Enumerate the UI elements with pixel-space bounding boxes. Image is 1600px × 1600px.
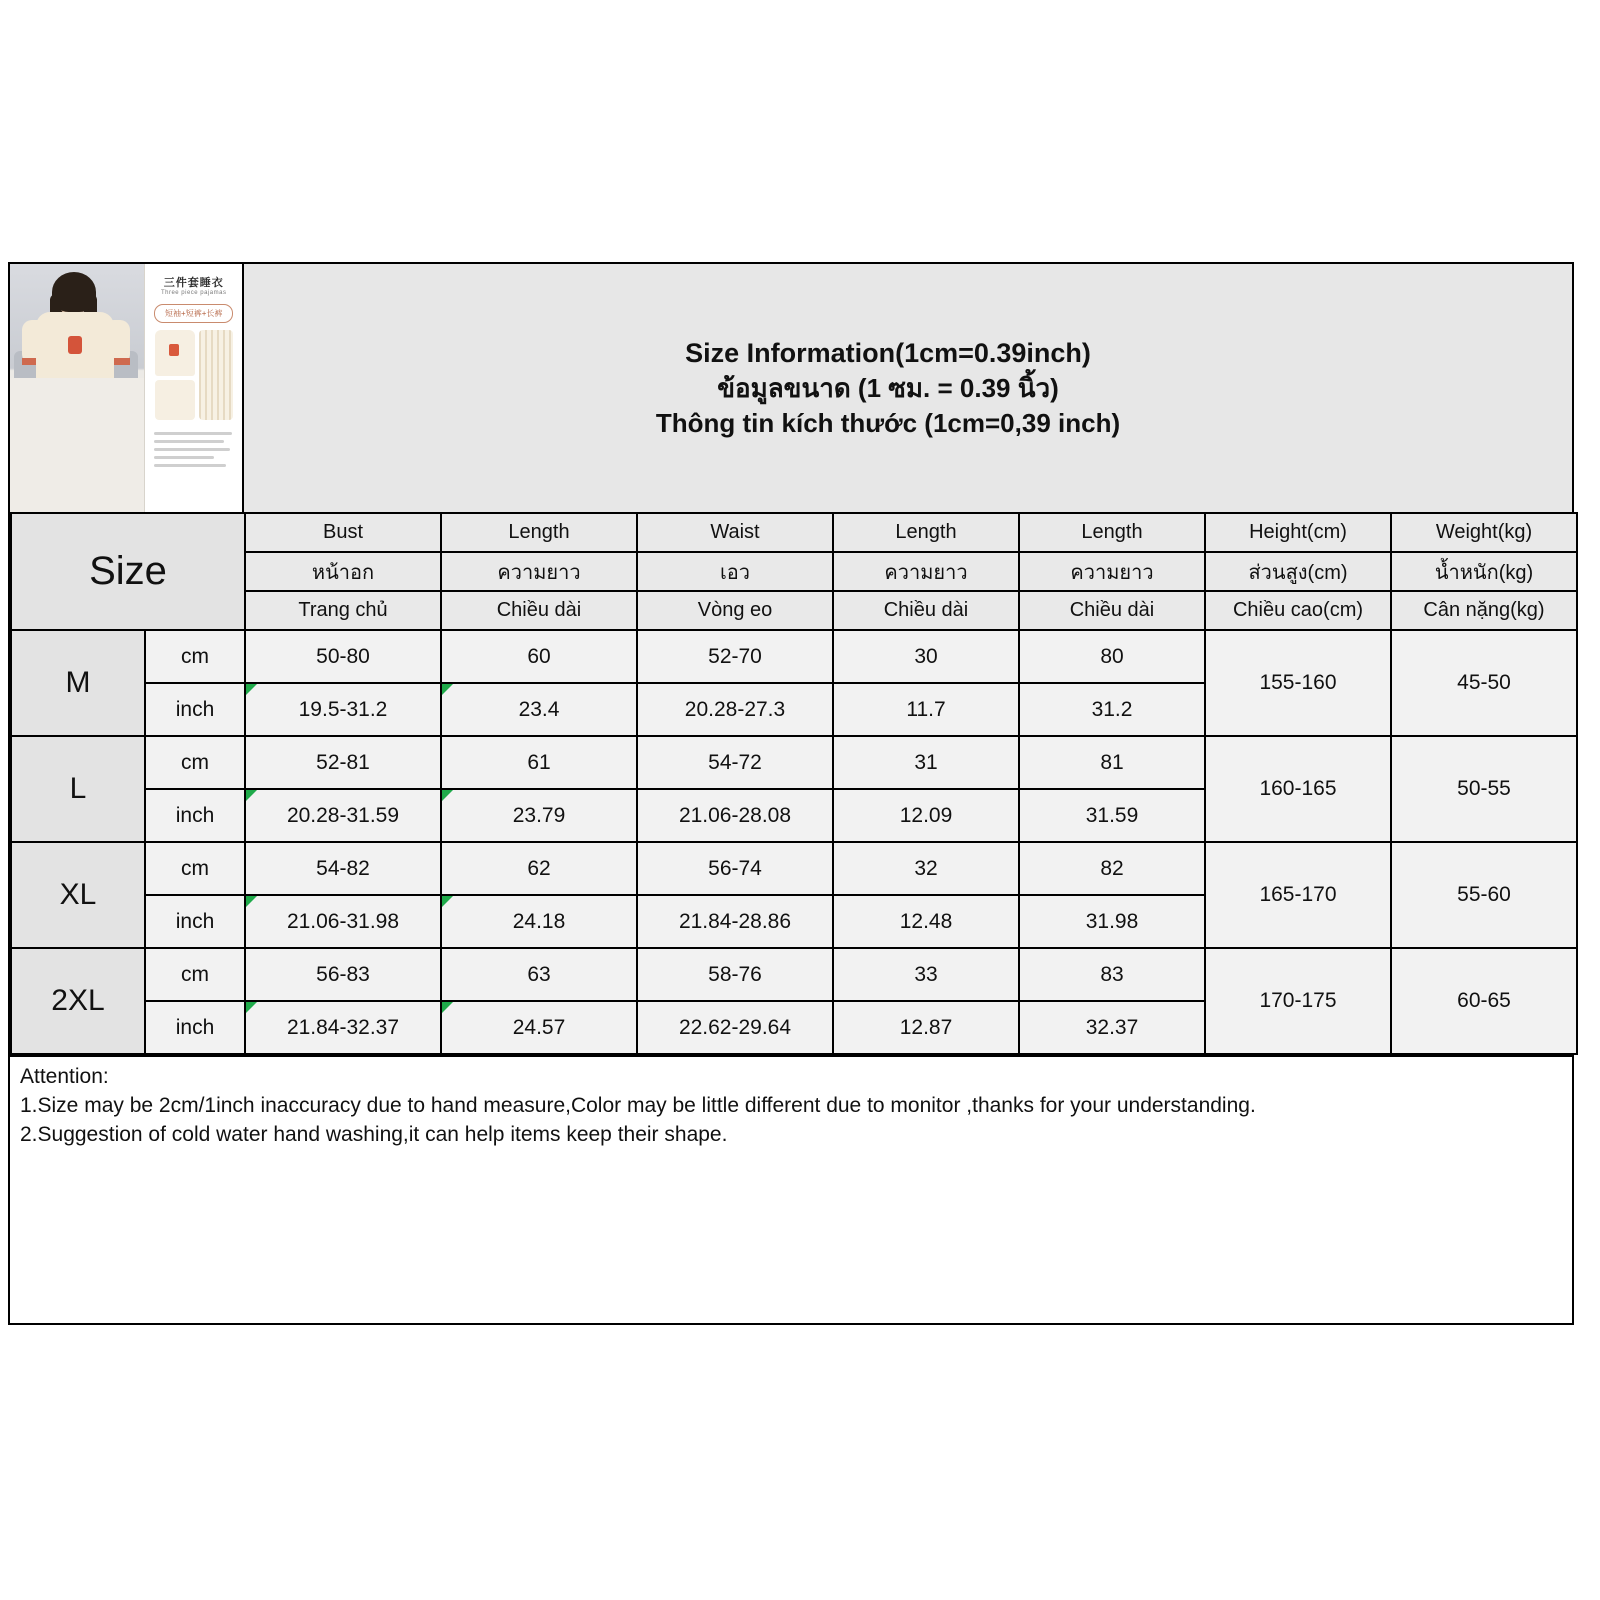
cell-2xl-inch-length2: 12.87 — [833, 1001, 1019, 1054]
model-photo — [10, 264, 144, 512]
cell-2xl-cm-length2: 33 — [833, 948, 1019, 1001]
cell-l-inch-length1: 23.79 — [441, 789, 637, 842]
cell-xl-inch-waist: 21.84-28.86 — [637, 895, 833, 948]
cell-xl-inch-length2: 12.48 — [833, 895, 1019, 948]
cell-m-cm-length3: 80 — [1019, 630, 1205, 683]
unit-label-cm: cm — [145, 736, 245, 789]
col-header-height-en: Height(cm) — [1205, 513, 1391, 552]
table-row — [11, 736, 1577, 789]
attention-heading: Attention: — [20, 1065, 109, 1088]
attention-line-1: 1.Size may be 2cm/1inch inaccuracy due to hand measure,Color may be little different due to monitor ,thanks for your understanding. — [20, 1093, 1256, 1117]
chart-header-band — [10, 264, 1572, 512]
cell-l-cm-bust: 52-81 — [245, 736, 441, 789]
unit-label-cm: cm — [145, 630, 245, 683]
cell-m-inch-bust: 19.5-31.2 — [245, 683, 441, 736]
cell-xl-height: 165-170 — [1205, 842, 1391, 948]
unit-label-cm: cm — [145, 948, 245, 1001]
title-thai: ข้อมูลขนาด (1 ซม. = 0.39 นิ้ว) — [717, 373, 1059, 404]
cell-xl-inch-bust: 21.06-31.98 — [245, 895, 441, 948]
col-header-length2-vi: Chiều dài — [833, 591, 1019, 630]
cell-m-cm-bust: 50-80 — [245, 630, 441, 683]
col-header-length3-vi: Chiều dài — [1019, 591, 1205, 630]
col-header-length1-vi: Chiều dài — [441, 591, 637, 630]
col-header-length2-en: Length — [833, 513, 1019, 552]
col-header-weight-vi: Cân nặng(kg) — [1391, 591, 1577, 630]
cell-l-inch-bust: 20.28-31.59 — [245, 789, 441, 842]
col-header-height-vi: Chiều cao(cm) — [1205, 591, 1391, 630]
cell-m-inch-waist: 20.28-27.3 — [637, 683, 833, 736]
col-header-waist-th: เอว — [637, 552, 833, 591]
attention-block — [10, 1055, 1572, 1323]
col-header-bust-vi: Trang chủ — [245, 591, 441, 630]
col-header-length2-th: ความยาว — [833, 552, 1019, 591]
col-header-bust-th: หน้าอก — [245, 552, 441, 591]
cell-m-inch-length2: 11.7 — [833, 683, 1019, 736]
cell-2xl-weight: 60-65 — [1391, 948, 1577, 1054]
table-row — [11, 948, 1577, 1001]
unit-label-inch: inch — [145, 789, 245, 842]
cell-xl-cm-length1: 62 — [441, 842, 637, 895]
thumbnail-pill-label: 短袖+短裤+长裤 — [154, 304, 233, 323]
col-header-length1-th: ความยาว — [441, 552, 637, 591]
cell-m-cm-length1: 60 — [441, 630, 637, 683]
col-header-length3-en: Length — [1019, 513, 1205, 552]
unit-label-cm: cm — [145, 842, 245, 895]
col-header-weight-th: น้ำหนัก(kg) — [1391, 552, 1577, 591]
col-header-weight-en: Weight(kg) — [1391, 513, 1577, 552]
cell-xl-cm-bust: 54-82 — [245, 842, 441, 895]
product-image-top — [155, 330, 195, 376]
cell-2xl-cm-length3: 83 — [1019, 948, 1205, 1001]
row-size-label-l: L — [11, 736, 145, 842]
cell-xl-cm-length3: 82 — [1019, 842, 1205, 895]
cell-2xl-inch-length1: 24.57 — [441, 1001, 637, 1054]
chart-title-block — [244, 264, 1572, 512]
size-chart-card — [8, 262, 1574, 1325]
cell-2xl-inch-waist: 22.62-29.64 — [637, 1001, 833, 1054]
cell-l-cm-waist: 54-72 — [637, 736, 833, 789]
col-header-waist-vi: Vòng eo — [637, 591, 833, 630]
cell-l-inch-length3: 31.59 — [1019, 789, 1205, 842]
cell-2xl-cm-bust: 56-83 — [245, 948, 441, 1001]
thumbnail-en-title: Three piece pajamas — [160, 290, 227, 296]
thumbnail-cn-title: 三件套睡衣 — [163, 277, 224, 289]
table-row — [11, 842, 1577, 895]
cell-l-cm-length3: 81 — [1019, 736, 1205, 789]
product-image-pants — [199, 330, 233, 420]
cell-2xl-height: 170-175 — [1205, 948, 1391, 1054]
cell-m-inch-length3: 31.2 — [1019, 683, 1205, 736]
product-detail-panel — [144, 264, 242, 512]
cell-l-inch-waist: 21.06-28.08 — [637, 789, 833, 842]
cell-xl-inch-length3: 31.98 — [1019, 895, 1205, 948]
row-size-label-xl: XL — [11, 842, 145, 948]
cell-l-cm-length1: 61 — [441, 736, 637, 789]
cell-xl-inch-length1: 24.18 — [441, 895, 637, 948]
table-row — [11, 630, 1577, 683]
size-table — [10, 512, 1578, 1055]
unit-label-inch: inch — [145, 1001, 245, 1054]
unit-label-inch: inch — [145, 895, 245, 948]
table-header-row-en — [11, 513, 1577, 552]
attention-line-2: 2.Suggestion of cold water hand washing,it can help items keep their shape. — [20, 1122, 728, 1146]
cell-xl-cm-waist: 56-74 — [637, 842, 833, 895]
cell-2xl-cm-length1: 63 — [441, 948, 637, 1001]
cell-xl-weight: 55-60 — [1391, 842, 1577, 948]
product-thumbnail — [10, 264, 244, 512]
cell-l-inch-length2: 12.09 — [833, 789, 1019, 842]
cell-m-cm-length2: 30 — [833, 630, 1019, 683]
table-header-row-th — [11, 552, 1577, 591]
cell-m-cm-waist: 52-70 — [637, 630, 833, 683]
cell-l-weight: 50-55 — [1391, 736, 1577, 842]
col-header-waist-en: Waist — [637, 513, 833, 552]
product-image-shorts — [155, 380, 195, 420]
table-corner-size-label: Size — [11, 513, 245, 630]
row-size-label-m: M — [11, 630, 145, 736]
col-header-bust-en: Bust — [245, 513, 441, 552]
title-vietnamese: Thông tin kích thước (1cm=0,39 inch) — [655, 408, 1121, 439]
row-size-label-2xl: 2XL — [11, 948, 145, 1054]
col-header-length3-th: ความยาว — [1019, 552, 1205, 591]
cell-xl-cm-length2: 32 — [833, 842, 1019, 895]
cell-2xl-cm-waist: 58-76 — [637, 948, 833, 1001]
title-english: Size Information(1cm=0.39inch) — [685, 338, 1091, 369]
cell-l-cm-length2: 31 — [833, 736, 1019, 789]
cell-l-height: 160-165 — [1205, 736, 1391, 842]
cell-m-weight: 45-50 — [1391, 630, 1577, 736]
col-header-height-th: ส่วนสูง(cm) — [1205, 552, 1391, 591]
col-header-length1-en: Length — [441, 513, 637, 552]
cell-m-height: 155-160 — [1205, 630, 1391, 736]
table-header-row-vi — [11, 591, 1577, 630]
cell-2xl-inch-bust: 21.84-32.37 — [245, 1001, 441, 1054]
unit-label-inch: inch — [145, 683, 245, 736]
cell-2xl-inch-length3: 32.37 — [1019, 1001, 1205, 1054]
cell-m-inch-length1: 23.4 — [441, 683, 637, 736]
